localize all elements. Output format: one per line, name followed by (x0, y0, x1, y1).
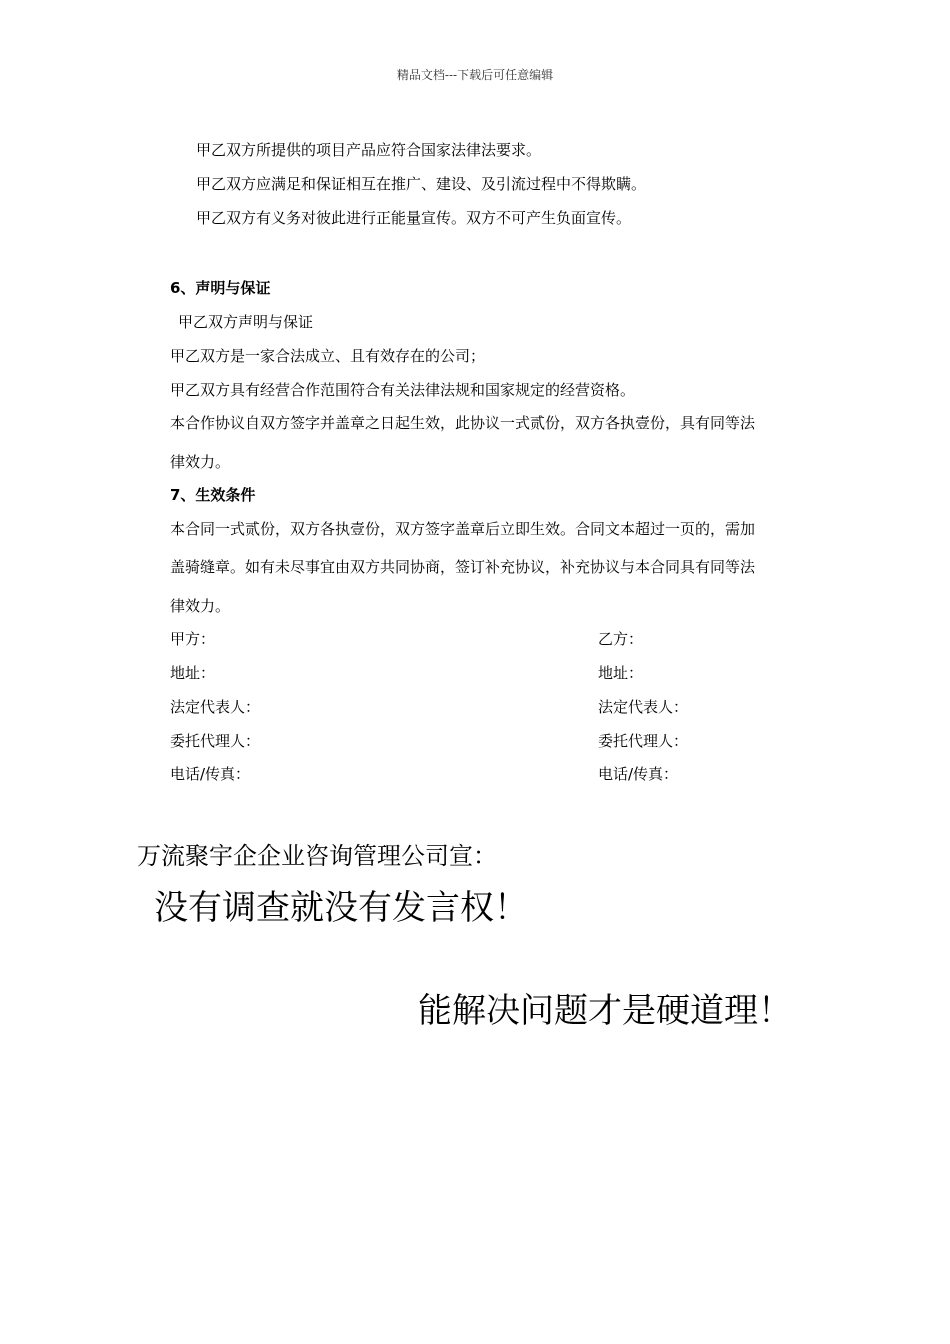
slogan-investigation: 没有调查就没有发言权！ (154, 888, 528, 928)
party-b-label: 乙方： (598, 630, 644, 648)
section6-line-1: 甲乙双方是一家合法成立、且有效存在的公司； (170, 347, 486, 365)
party-b-legal-rep: 法定代表人： (598, 698, 689, 716)
slogan-solve-problems: 能解决问题才是硬道理！ (418, 991, 792, 1031)
party-a-address: 地址： (170, 664, 216, 682)
paragraph-3: 甲乙双方有义务对彼此进行正能量宣传。双方不可产生负面宣传。 (196, 209, 632, 227)
section6-heading: 6、声明与保证 (170, 279, 271, 297)
party-b-phone: 电话/传真： (598, 765, 679, 783)
slogan-company: 万流聚宇企企业咨询管理公司宣： (137, 842, 497, 870)
party-b-address: 地址： (598, 664, 644, 682)
section6-line-3: 本合作协议自双方签字并盖章之日起生效，此协议一式贰份，双方各执壹份，具有同等法 (170, 414, 756, 432)
page-header: 精品文档---下载后可任意编辑 (396, 68, 554, 82)
section6-line-4: 律效力。 (170, 453, 231, 471)
party-b-agent: 委托代理人： (598, 732, 689, 750)
section7-line-3: 律效力。 (170, 597, 231, 615)
section7-heading: 7、生效条件 (170, 486, 256, 504)
section7-line-2: 盖骑缝章。如有未尽事宜由双方共同协商，签订补充协议，补充协议与本合同具有同等法 (170, 558, 756, 576)
paragraph-2: 甲乙双方应满足和保证相互在推广、建设、及引流过程中不得欺瞒。 (196, 175, 647, 193)
party-a-legal-rep: 法定代表人： (170, 698, 261, 716)
party-a-label: 甲方： (170, 630, 216, 648)
section6-sub: 甲乙双方声明与保证 (178, 313, 314, 331)
section7-line-1: 本合同一式贰份，双方各执壹份，双方签字盖章后立即生效。合同文本超过一页的，需加 (170, 520, 756, 538)
section6-line-2: 甲乙双方具有经营合作范围符合有关法律法规和国家规定的经营资格。 (170, 381, 636, 399)
party-a-phone: 电话/传真： (170, 765, 251, 783)
paragraph-1: 甲乙双方所提供的项目产品应符合国家法律法要求。 (196, 141, 542, 159)
party-a-agent: 委托代理人： (170, 732, 261, 750)
